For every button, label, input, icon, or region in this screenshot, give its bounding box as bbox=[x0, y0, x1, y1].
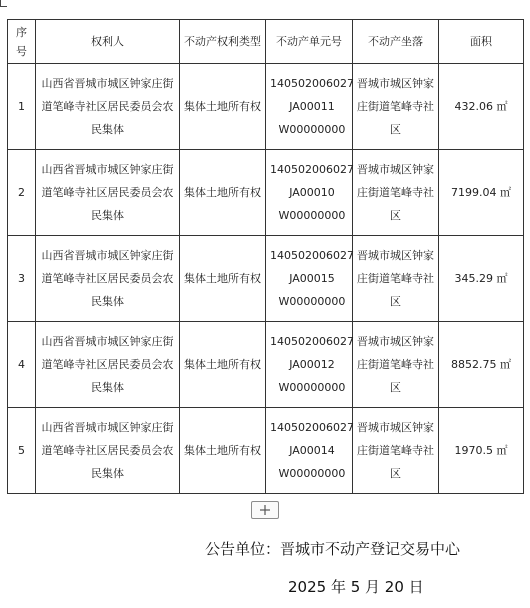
cell-area: 7199.04 ㎡ bbox=[439, 150, 524, 236]
table-row bbox=[8, 322, 524, 408]
cell-right-type: 集体土地所有权 bbox=[180, 150, 266, 236]
cell-location: 晋城市城区钟家庄街道笔峰寺社区 bbox=[353, 322, 439, 408]
cell-area: 432.06 ㎡ bbox=[439, 64, 524, 150]
cell-index: 3 bbox=[8, 236, 36, 322]
notice-issuer: 公告单位：晋城市不动产登记交易中心 bbox=[205, 540, 461, 558]
table-corner-marker bbox=[0, 0, 7, 7]
header-index: 序号 bbox=[8, 20, 36, 64]
cell-owner: 山西省晋城市城区钟家庄街道笔峰寺社区居民委员会农民集体 bbox=[36, 64, 180, 150]
header-location: 不动产坐落 bbox=[353, 20, 439, 64]
notice-date: 2025 年 5 月 20 日 bbox=[288, 578, 424, 596]
cell-area: 345.29 ㎡ bbox=[439, 236, 524, 322]
cell-right-type: 集体土地所有权 bbox=[180, 236, 266, 322]
cell-unit-number: 140502006027 JA00015 W00000000 bbox=[266, 236, 353, 322]
cell-owner: 山西省晋城市城区钟家庄街道笔峰寺社区居民委员会农民集体 bbox=[36, 322, 180, 408]
cell-index: 5 bbox=[8, 408, 36, 494]
plus-icon bbox=[259, 504, 271, 516]
cell-index: 4 bbox=[8, 322, 36, 408]
table-row bbox=[8, 64, 524, 150]
cell-location: 晋城市城区钟家庄街道笔峰寺社区 bbox=[353, 150, 439, 236]
cell-owner: 山西省晋城市城区钟家庄街道笔峰寺社区居民委员会农民集体 bbox=[36, 408, 180, 494]
table-row bbox=[8, 150, 524, 236]
header-unit-number: 不动产单元号 bbox=[266, 20, 353, 64]
cell-location: 晋城市城区钟家庄街道笔峰寺社区 bbox=[353, 64, 439, 150]
cell-area: 8852.75 ㎡ bbox=[439, 322, 524, 408]
cell-unit-number: 140502006027 JA00011 W00000000 bbox=[266, 64, 353, 150]
header-owner: 权利人 bbox=[36, 20, 180, 64]
cell-right-type: 集体土地所有权 bbox=[180, 408, 266, 494]
cell-unit-number: 140502006027 JA00014 W00000000 bbox=[266, 408, 353, 494]
table-row bbox=[8, 408, 524, 494]
cell-location: 晋城市城区钟家庄街道笔峰寺社区 bbox=[353, 408, 439, 494]
table-header-row bbox=[8, 20, 524, 64]
cell-index: 1 bbox=[8, 64, 36, 150]
expand-table-button[interactable] bbox=[251, 501, 279, 519]
rights-table bbox=[7, 19, 524, 494]
table-row bbox=[8, 236, 524, 322]
cell-unit-number: 140502006027 JA00010 W00000000 bbox=[266, 150, 353, 236]
cell-unit-number: 140502006027 JA00012 W00000000 bbox=[266, 322, 353, 408]
cell-area: 1970.5 ㎡ bbox=[439, 408, 524, 494]
cell-right-type: 集体土地所有权 bbox=[180, 322, 266, 408]
cell-owner: 山西省晋城市城区钟家庄街道笔峰寺社区居民委员会农民集体 bbox=[36, 150, 180, 236]
header-right-type: 不动产权利类型 bbox=[180, 20, 266, 64]
cell-index: 2 bbox=[8, 150, 36, 236]
cell-owner: 山西省晋城市城区钟家庄街道笔峰寺社区居民委员会农民集体 bbox=[36, 236, 180, 322]
cell-right-type: 集体土地所有权 bbox=[180, 64, 266, 150]
header-area: 面积 bbox=[439, 20, 524, 64]
cell-location: 晋城市城区钟家庄街道笔峰寺社区 bbox=[353, 236, 439, 322]
